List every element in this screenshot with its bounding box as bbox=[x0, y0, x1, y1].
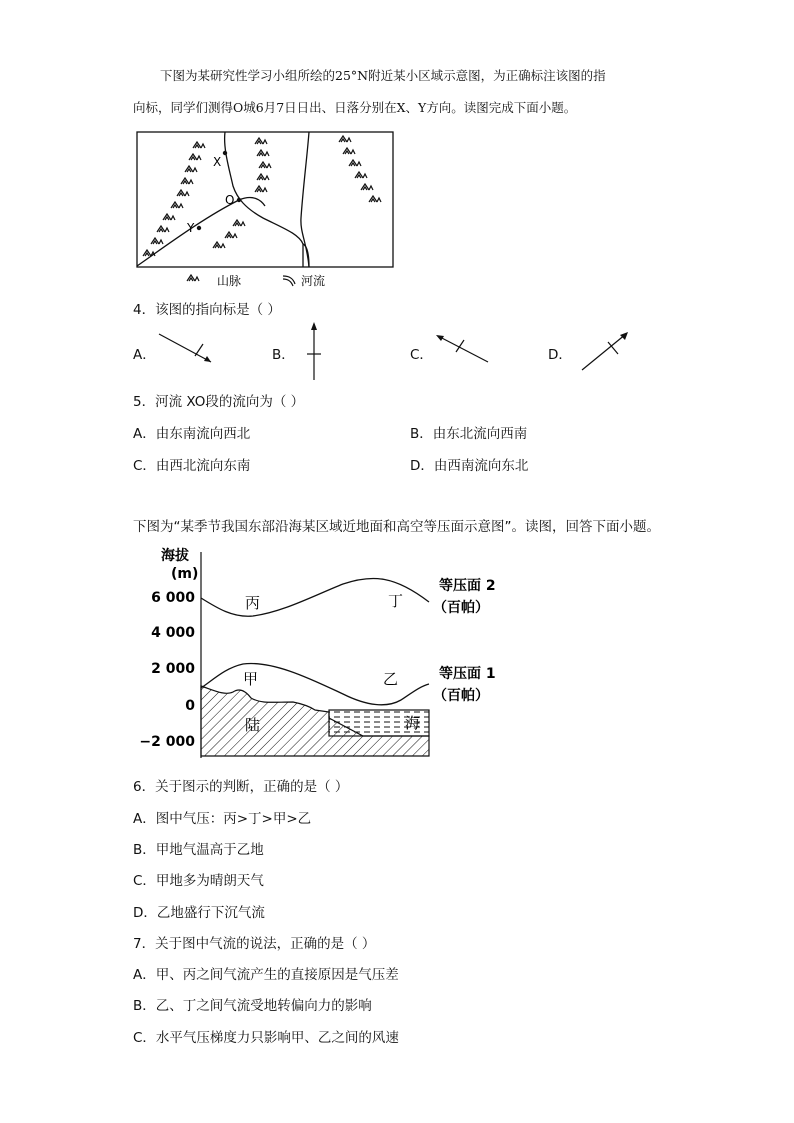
isobaric-diagram bbox=[133, 540, 513, 760]
label-x: X bbox=[213, 155, 222, 169]
q6-option-a: A．图中气压：丙>丁>甲>乙 bbox=[133, 811, 312, 827]
legend-mountain-label: 山脉 bbox=[217, 274, 242, 288]
isobar-2-label-2: （百帕） bbox=[433, 600, 489, 616]
compass-option-c bbox=[434, 330, 494, 366]
q5-option-c: C．由西北流向东南 bbox=[133, 458, 251, 474]
q7-option-a: A．甲、丙之间气流产生的直接原因是气压差 bbox=[133, 967, 399, 983]
region-map bbox=[133, 128, 398, 290]
tick-6000: 6 000 bbox=[151, 590, 195, 606]
isobar-1-label-2: （百帕） bbox=[433, 688, 489, 704]
tick-neg2000: −2 000 bbox=[139, 734, 195, 750]
point-x bbox=[223, 151, 227, 155]
q6-option-c: C．甲地多为晴朗天气 bbox=[133, 873, 264, 889]
compass-option-b bbox=[302, 320, 326, 382]
compass-option-a bbox=[155, 328, 219, 368]
q5-option-b: B．由东北流向西南 bbox=[410, 426, 528, 442]
label-sea: 海 bbox=[405, 714, 421, 732]
intro-line-2: 向标，同学们测得O城6月7日日出、日落分别在X、Y方向。读图完成下面小题。 bbox=[133, 100, 577, 115]
label-yi: 乙 bbox=[383, 670, 399, 688]
q5-option-a: A．由东南流向西北 bbox=[133, 426, 251, 442]
q4-stem: 4．该图的指向标是（ ） bbox=[133, 302, 281, 318]
isobar-1-label-1: 等压面 1 bbox=[439, 666, 496, 682]
q5-option-d: D．由西南流向东北 bbox=[410, 458, 529, 474]
compass-option-d bbox=[578, 328, 632, 374]
tick-0: 0 bbox=[185, 698, 195, 714]
label-jia: 甲 bbox=[243, 670, 259, 688]
y-axis-label-2: (m) bbox=[171, 566, 199, 582]
point-o bbox=[237, 198, 241, 202]
legend-river-icon bbox=[283, 276, 295, 286]
label-o: O bbox=[225, 193, 235, 207]
label-ding: 丁 bbox=[388, 592, 404, 610]
tick-2000: 2 000 bbox=[151, 661, 195, 677]
legend-mountain-icon bbox=[187, 275, 199, 281]
label-land: 陆 bbox=[245, 716, 261, 734]
point-y bbox=[197, 226, 201, 230]
arrowhead-icon bbox=[620, 332, 628, 340]
q7-stem: 7．关于图中气流的说法，正确的是（ ） bbox=[133, 936, 376, 952]
isobar-2-label-1: 等压面 2 bbox=[439, 578, 496, 594]
q6-option-b: B．甲地气温高于乙地 bbox=[133, 842, 264, 858]
label-y: Y bbox=[187, 221, 195, 235]
intro-2: 下图为“某季节我国东部沿海某区域近地面和高空等压面示意图”。读图，回答下面小题。 bbox=[133, 519, 660, 535]
y-axis-label-1: 海拔 bbox=[161, 548, 189, 564]
q4-option-c-label: C． bbox=[410, 347, 433, 363]
arrowhead-icon bbox=[311, 322, 317, 330]
q4-option-a-label: A． bbox=[133, 347, 156, 363]
q7-option-b: B．乙、丁之间气流受地转偏向力的影响 bbox=[133, 998, 372, 1014]
q4-option-d-label: D． bbox=[548, 347, 572, 363]
tick-4000: 4 000 bbox=[151, 625, 195, 641]
q4-option-b-label: B． bbox=[272, 347, 295, 363]
q6-option-d: D．乙地盛行下沉气流 bbox=[133, 905, 265, 921]
intro-line-1: 下图为某研究性学习小组所绘的25°N附近某小区域示意图，为正确标注该图的指 bbox=[160, 68, 606, 83]
legend-river-label: 河流 bbox=[301, 274, 326, 288]
label-bing: 丙 bbox=[245, 594, 261, 612]
q6-stem: 6．关于图示的判断，正确的是（ ） bbox=[133, 779, 349, 795]
q5-stem: 5．河流 XO段的流向为（ ） bbox=[133, 394, 305, 410]
arrowhead-icon bbox=[436, 335, 444, 341]
q7-option-c: C．水平气压梯度力只影响甲、乙之间的风速 bbox=[133, 1030, 399, 1046]
